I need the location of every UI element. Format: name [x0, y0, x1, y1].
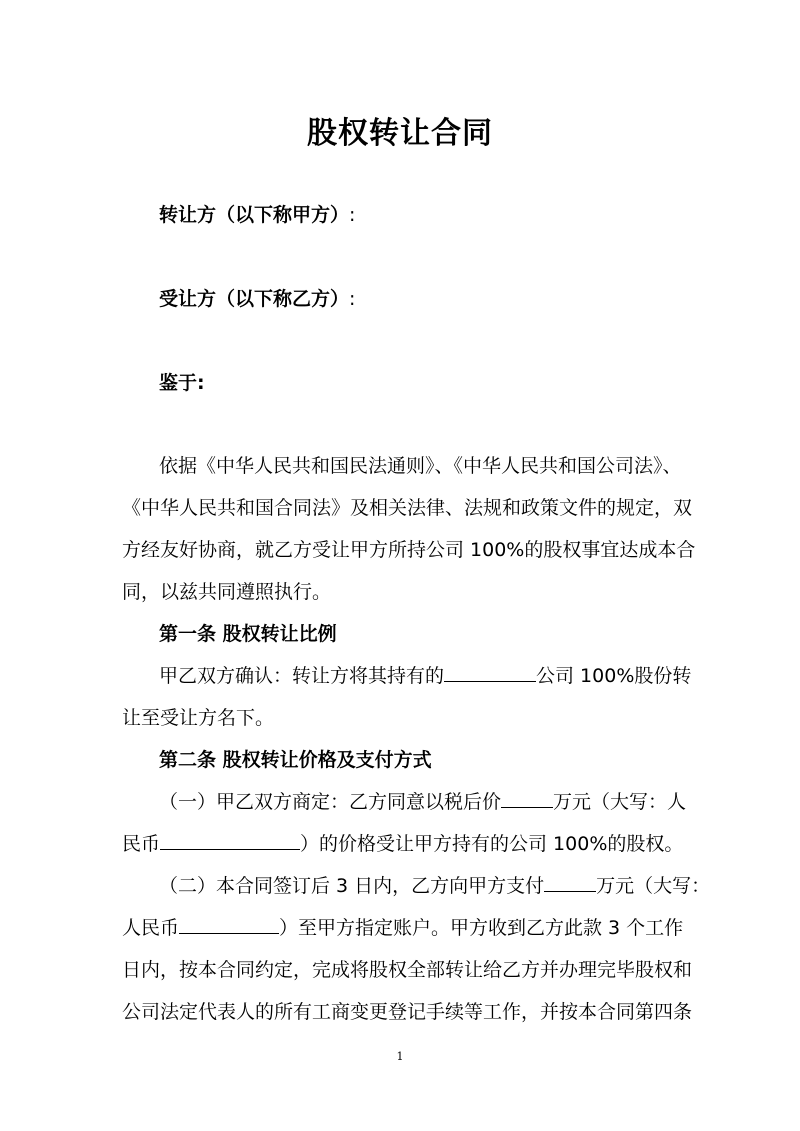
article2-p2-text-a: （二）本合同签订后 3 日内，乙方向甲方支付 — [159, 875, 545, 897]
transferee-colon: : — [349, 288, 356, 310]
preamble-line-1: 依据《中华人民共和国民法通则》、《中华人民共和国公司法》、 — [159, 455, 682, 477]
preamble-line-3: 方经友好协商，就乙方受让甲方所持公司 100%的股权事宜达成本合 — [122, 539, 696, 561]
article2-p1-text-d: ）的价格受让甲方持有的公司 100%的股权。 — [300, 833, 684, 855]
article1-line-2: 让至受让方名下。 — [122, 707, 275, 729]
article2-p2-text-d: ）至甲方指定账户。甲方收到乙方此款 3 个工作 — [279, 917, 684, 939]
article2-p2-line-1 — [159, 873, 710, 899]
preamble-line-4: 同，以兹共同遵照执行。 — [122, 581, 332, 603]
article2-p2-line-3: 日内，按本合同约定，完成将股权全部转让给乙方并办理完毕股权和 — [122, 959, 693, 981]
transferee-line — [159, 286, 355, 312]
whereas-heading: 鉴于: — [159, 372, 205, 394]
transferee-label: 受让方（以下称乙方） — [159, 288, 350, 310]
page-number: 1 — [396, 1050, 404, 1063]
company-name-blank — [444, 663, 536, 682]
article2-p1-line-1 — [159, 789, 686, 815]
transferor-label: 转让方（以下称甲方） — [159, 204, 350, 226]
preamble-line-2: 《中华人民共和国合同法》及相关法律、法规和政策文件的规定，双 — [122, 497, 693, 519]
article2-heading: 第二条 股权转让价格及支付方式 — [159, 749, 432, 771]
article2-p1-text-a: （一）甲乙双方商定：乙方同意以税后价 — [159, 791, 502, 813]
article2-p2-text-c: 人民币 — [122, 917, 180, 939]
article1-text-b: 公司 100%股份转 — [536, 665, 692, 687]
article2-p2-line-4: 公司法定代表人的所有工商变更登记手续等工作，并按本合同第四条 — [122, 1001, 693, 1023]
article2-p1-text-b: 万元（大写：人 — [553, 791, 687, 813]
article1-heading: 第一条 股权转让比例 — [159, 623, 337, 645]
article2-p1-line-2 — [122, 831, 683, 857]
payment-amount-blank — [544, 873, 596, 892]
transferor-colon: : — [349, 204, 356, 226]
article1-text-a: 甲乙双方确认：转让方将其持有的 — [159, 665, 445, 687]
article2-p2-text-b: 万元（大写： — [596, 875, 711, 897]
article1-line-1 — [159, 663, 691, 689]
price-words-blank — [160, 831, 300, 850]
page-title: 股权转让合同 — [307, 116, 493, 151]
payment-words-blank — [179, 915, 279, 934]
article2-p2-line-2 — [122, 915, 683, 941]
article2-p1-text-c: 民币 — [122, 833, 161, 855]
price-amount-blank — [501, 789, 553, 808]
transferor-line — [159, 202, 355, 228]
